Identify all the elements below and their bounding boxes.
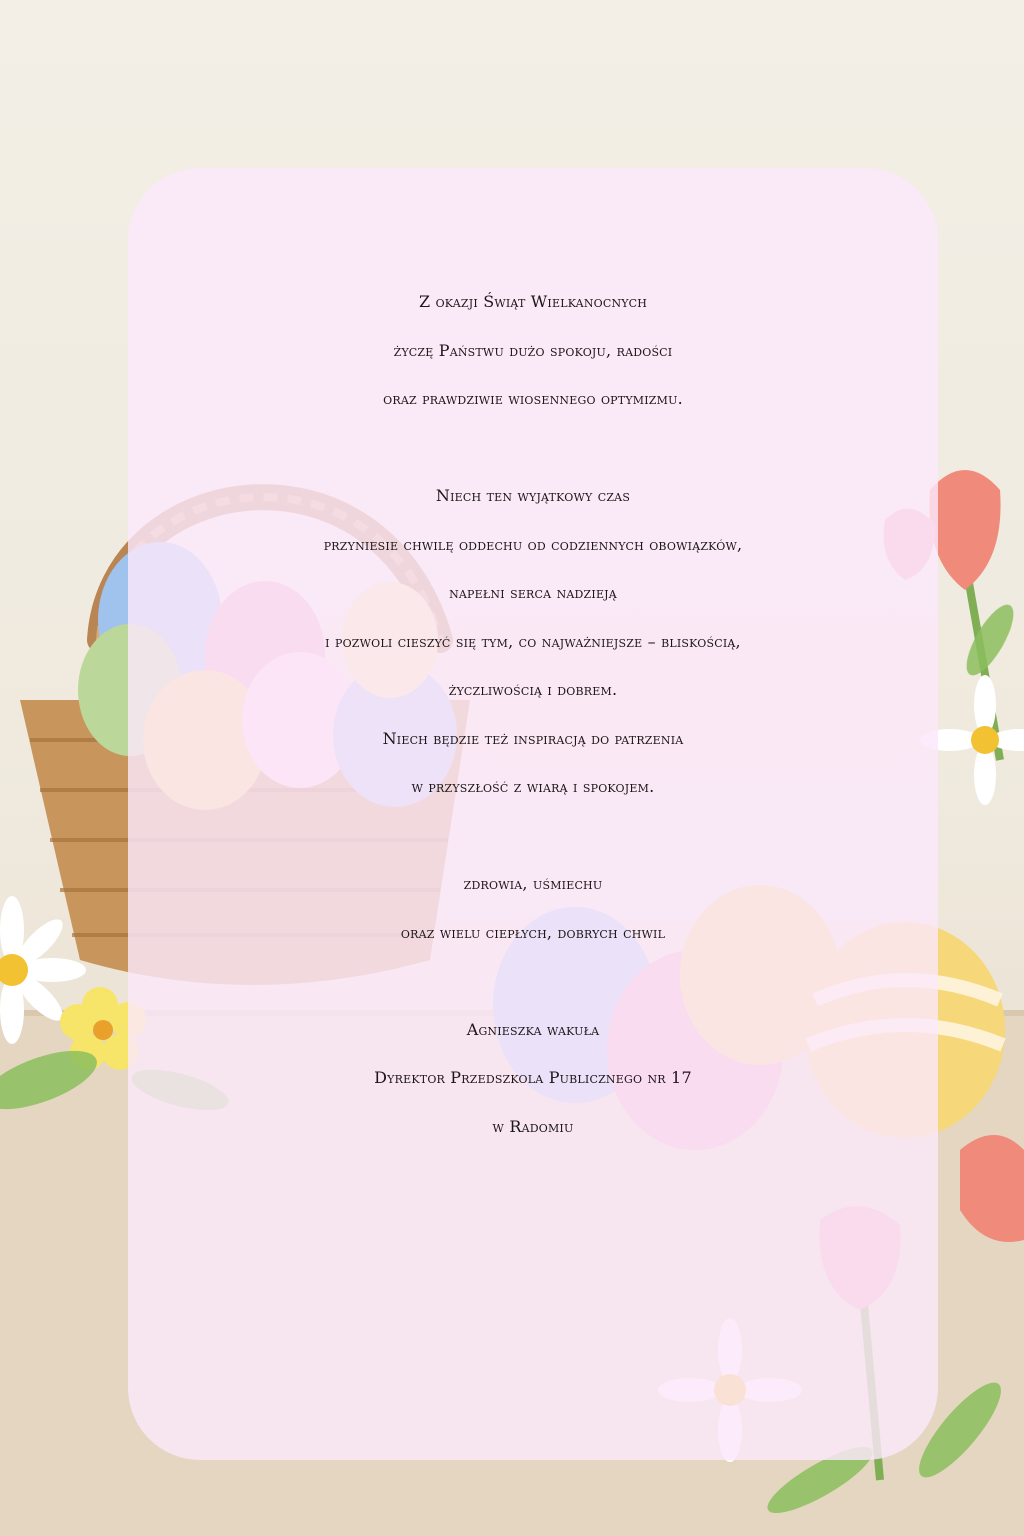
- wish-line: Niech będzie też inspiracją do patrzenia: [382, 728, 684, 748]
- wish-line: przyniesie chwilę oddechu od codziennych obowiązków,: [323, 534, 743, 554]
- wish-line: i pozwoli cieszyć się tym, co najważniejsze – bliskością,: [325, 631, 741, 651]
- greeting-line: oraz prawdziwie wiosennego optymizmu.: [383, 389, 683, 408]
- signature-name: Agnieszka wakuła: [466, 1019, 600, 1039]
- health-line: oraz wielu ciepłych, dobrych chwil: [400, 922, 666, 942]
- wish-line: Niech ten wyjątkowy czas: [435, 486, 631, 505]
- wish-line: w przyszłość z wiarą i spokojem.: [411, 777, 655, 796]
- wish-line: życzliwością i dobrem.: [448, 680, 618, 699]
- health-line: zdrowia, uśmiechu: [463, 874, 603, 893]
- wish-line: napełni serca nadzieją: [449, 583, 617, 602]
- signature-location: w Radomiu: [492, 1116, 574, 1136]
- signature-title: Dyrektor Przedszkola Publicznego nr 17: [374, 1068, 692, 1087]
- greeting-line: Z okazji Świąt Wielkanocnych: [418, 292, 647, 311]
- greeting-line: życzę Państwu dużo spokoju, radości: [393, 340, 673, 360]
- greeting-text: [128, 278, 938, 1151]
